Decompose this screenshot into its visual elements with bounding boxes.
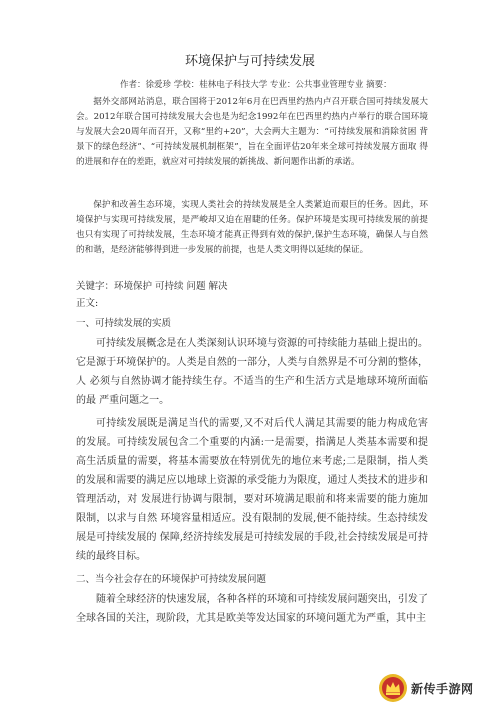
section-heading: 二、当今社会存在的环境保护可持续发展问题 <box>76 574 267 585</box>
body-paragraph: 可持续发展既是满足当代的需要,又不对后代人满足其需要的能力构成危害的发展。可持续发展包含二个重要的内涵:一是需要，指满足人类基本需要和提高生活质量的需要，将基本需要放在特别优先的地位来考虑;二是限制，指人类的发展和需要的满足应以地球上资源的承受能力为限度，通过人类技术的进步和管理活动，对 发展进行协调与限制，要对环境满足眼前和将来需要的能力施加限制，以求与自然 环境容量相适应。没有限制的发展,便不能持续。生态持续发展是可持续发展的 保障,经济持续发展是可持续发展的手段,社会持续发展是可持续的最终目标。 <box>76 418 428 562</box>
body-paragraph: 随着全球经济的快速发展，各种各样的环境和可持续发展问题突出，引发了全球各国的关注，现阶段，尤其是欧美等发达国家的环境问题尤为严重，其中主 <box>76 594 428 624</box>
author-byline: 作者：徐爱珍 学校：桂林电子科技大学 专业：公共事业管理专业 摘要： <box>120 80 392 90</box>
keywords-line: 关键字：环境保护 可持续 问题 解决 <box>76 281 228 292</box>
abstract-paragraph: 据外交部网站消息，联合国将于2012年6月在巴西里约热内卢召开联合国可持续发展大会。2012年联合国可持续发展大会也是为纪念1992年在巴西里约热内卢举行的联合国环境与发展大会20周年而召开，又称“里约+20”，大会两大主题为：“可持续发展和消除贫困 背景下的绿色经济”、“可持续发展机制框架”，旨在全面评估20年来全球可持续发展方面取 得的进展和存在的差距，就应对可持续发展的新挑战、新问题作出新的承诺。 <box>76 97 428 167</box>
abstract-paragraph: 保护和改善生态环境，实现人类社会的持续发展是全人类紧迫而艰巨的任务。因此，环 境保护与实现可持续发展，是严峻却又迫在眉睫的任务。保护环境是实现可持续发展的前提 也只有实现了可持续发展，生态环境才能真正得到有效的保护,保护生态环境，确保人与自然 的和谐，是经济能够得到进一步发展的前提，也是人类文明得以延续的保证。 <box>76 200 428 255</box>
document-title: 环境保护与可持续发展 <box>184 54 315 69</box>
body-paragraph: 可持续发展概念是在人类深刻认识环境与资源的可持续能力基础上提出的。它是源于环境保护的。人类是自然的一部分，人类与自然界是不可分割的整体，人 必须与自然协调才能持续生存。不适当的生产和生活方式是地球环境所面临的最 严重问题之一。 <box>76 338 428 406</box>
crown-badge-icon <box>378 673 408 703</box>
watermark-logo <box>378 671 496 705</box>
body-label: 正文: <box>76 298 99 309</box>
watermark-text: 新传手游网 <box>411 681 474 696</box>
section-heading: 一、可持续发展的实质 <box>76 318 172 329</box>
